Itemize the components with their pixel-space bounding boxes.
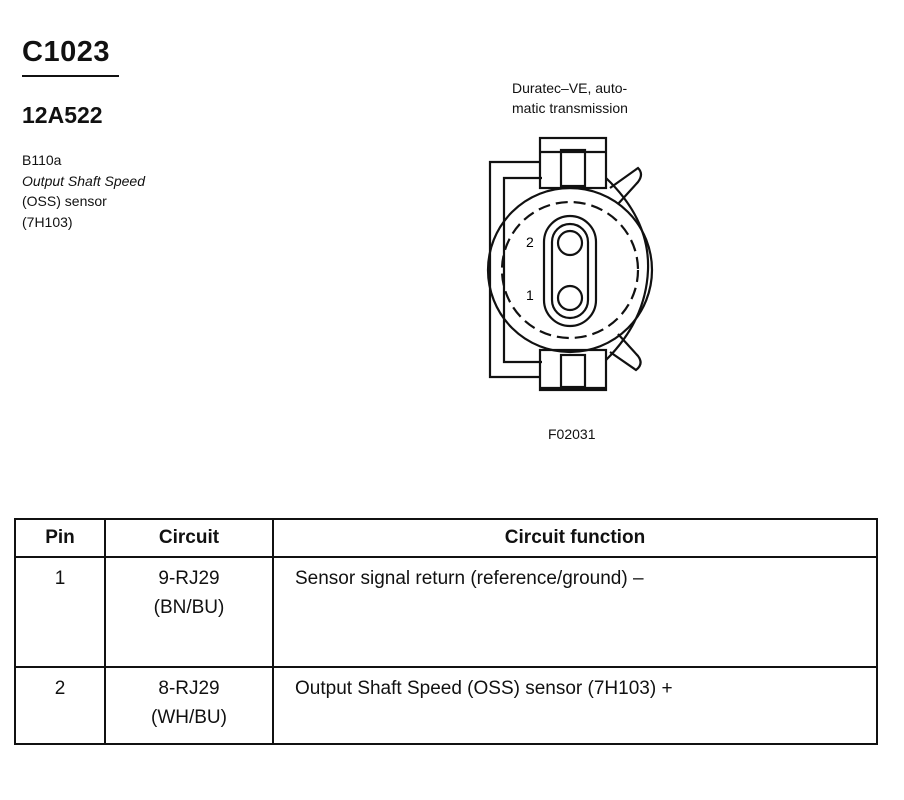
wire-color: (BN/BU) (153, 597, 225, 618)
table-row (15, 557, 877, 667)
table-header-row (15, 519, 877, 557)
top-latch (540, 138, 606, 188)
component-description (22, 150, 145, 232)
circuit-number: 8-RJ29 (158, 678, 220, 699)
housing-outline (490, 162, 540, 377)
pin-cavity-1 (558, 286, 582, 310)
circuit-number: 9-RJ29 (158, 568, 220, 589)
pin-cell: 2 (15, 667, 105, 744)
title-underline (22, 75, 119, 77)
housing-inner-outline (504, 178, 542, 362)
connector-face-diagram (470, 130, 670, 410)
component-ref: (7H103) (22, 213, 73, 230)
figure-id: F02031 (548, 426, 596, 442)
function-cell: Output Shaft Speed (OSS) sensor (7H103) + (273, 667, 877, 744)
diagram-caption-line1: Duratec–VE, auto- (512, 80, 628, 96)
header-pin: Pin (15, 519, 105, 557)
pin-cavity-2 (558, 231, 582, 255)
header-circuit-function: Circuit function (273, 519, 877, 557)
pin-cell: 1 (15, 557, 105, 667)
component-code: B110a (22, 152, 62, 168)
table-row (15, 667, 877, 744)
pin-label-2: 2 (526, 234, 534, 250)
top-latch-window (561, 150, 585, 186)
pin-label-1: 1 (526, 287, 534, 303)
bottom-latch-window (561, 355, 585, 387)
diagram-caption-line2: matic transmission (512, 100, 628, 116)
function-cell: Sensor signal return (reference/ground) – (273, 557, 877, 667)
component-name: Output Shaft Speed (22, 172, 145, 189)
wire-color: (WH/BU) (151, 707, 227, 728)
circuit-cell (105, 667, 273, 744)
component-name-line2: (OSS) sensor (22, 193, 107, 209)
connector-body (488, 188, 652, 352)
connector-id: C1023 (22, 36, 110, 68)
circuit-cell (105, 557, 273, 667)
header-circuit: Circuit (105, 519, 273, 557)
pin-table (14, 518, 878, 745)
diagram-caption (512, 78, 628, 118)
part-number: 12A522 (22, 102, 103, 128)
